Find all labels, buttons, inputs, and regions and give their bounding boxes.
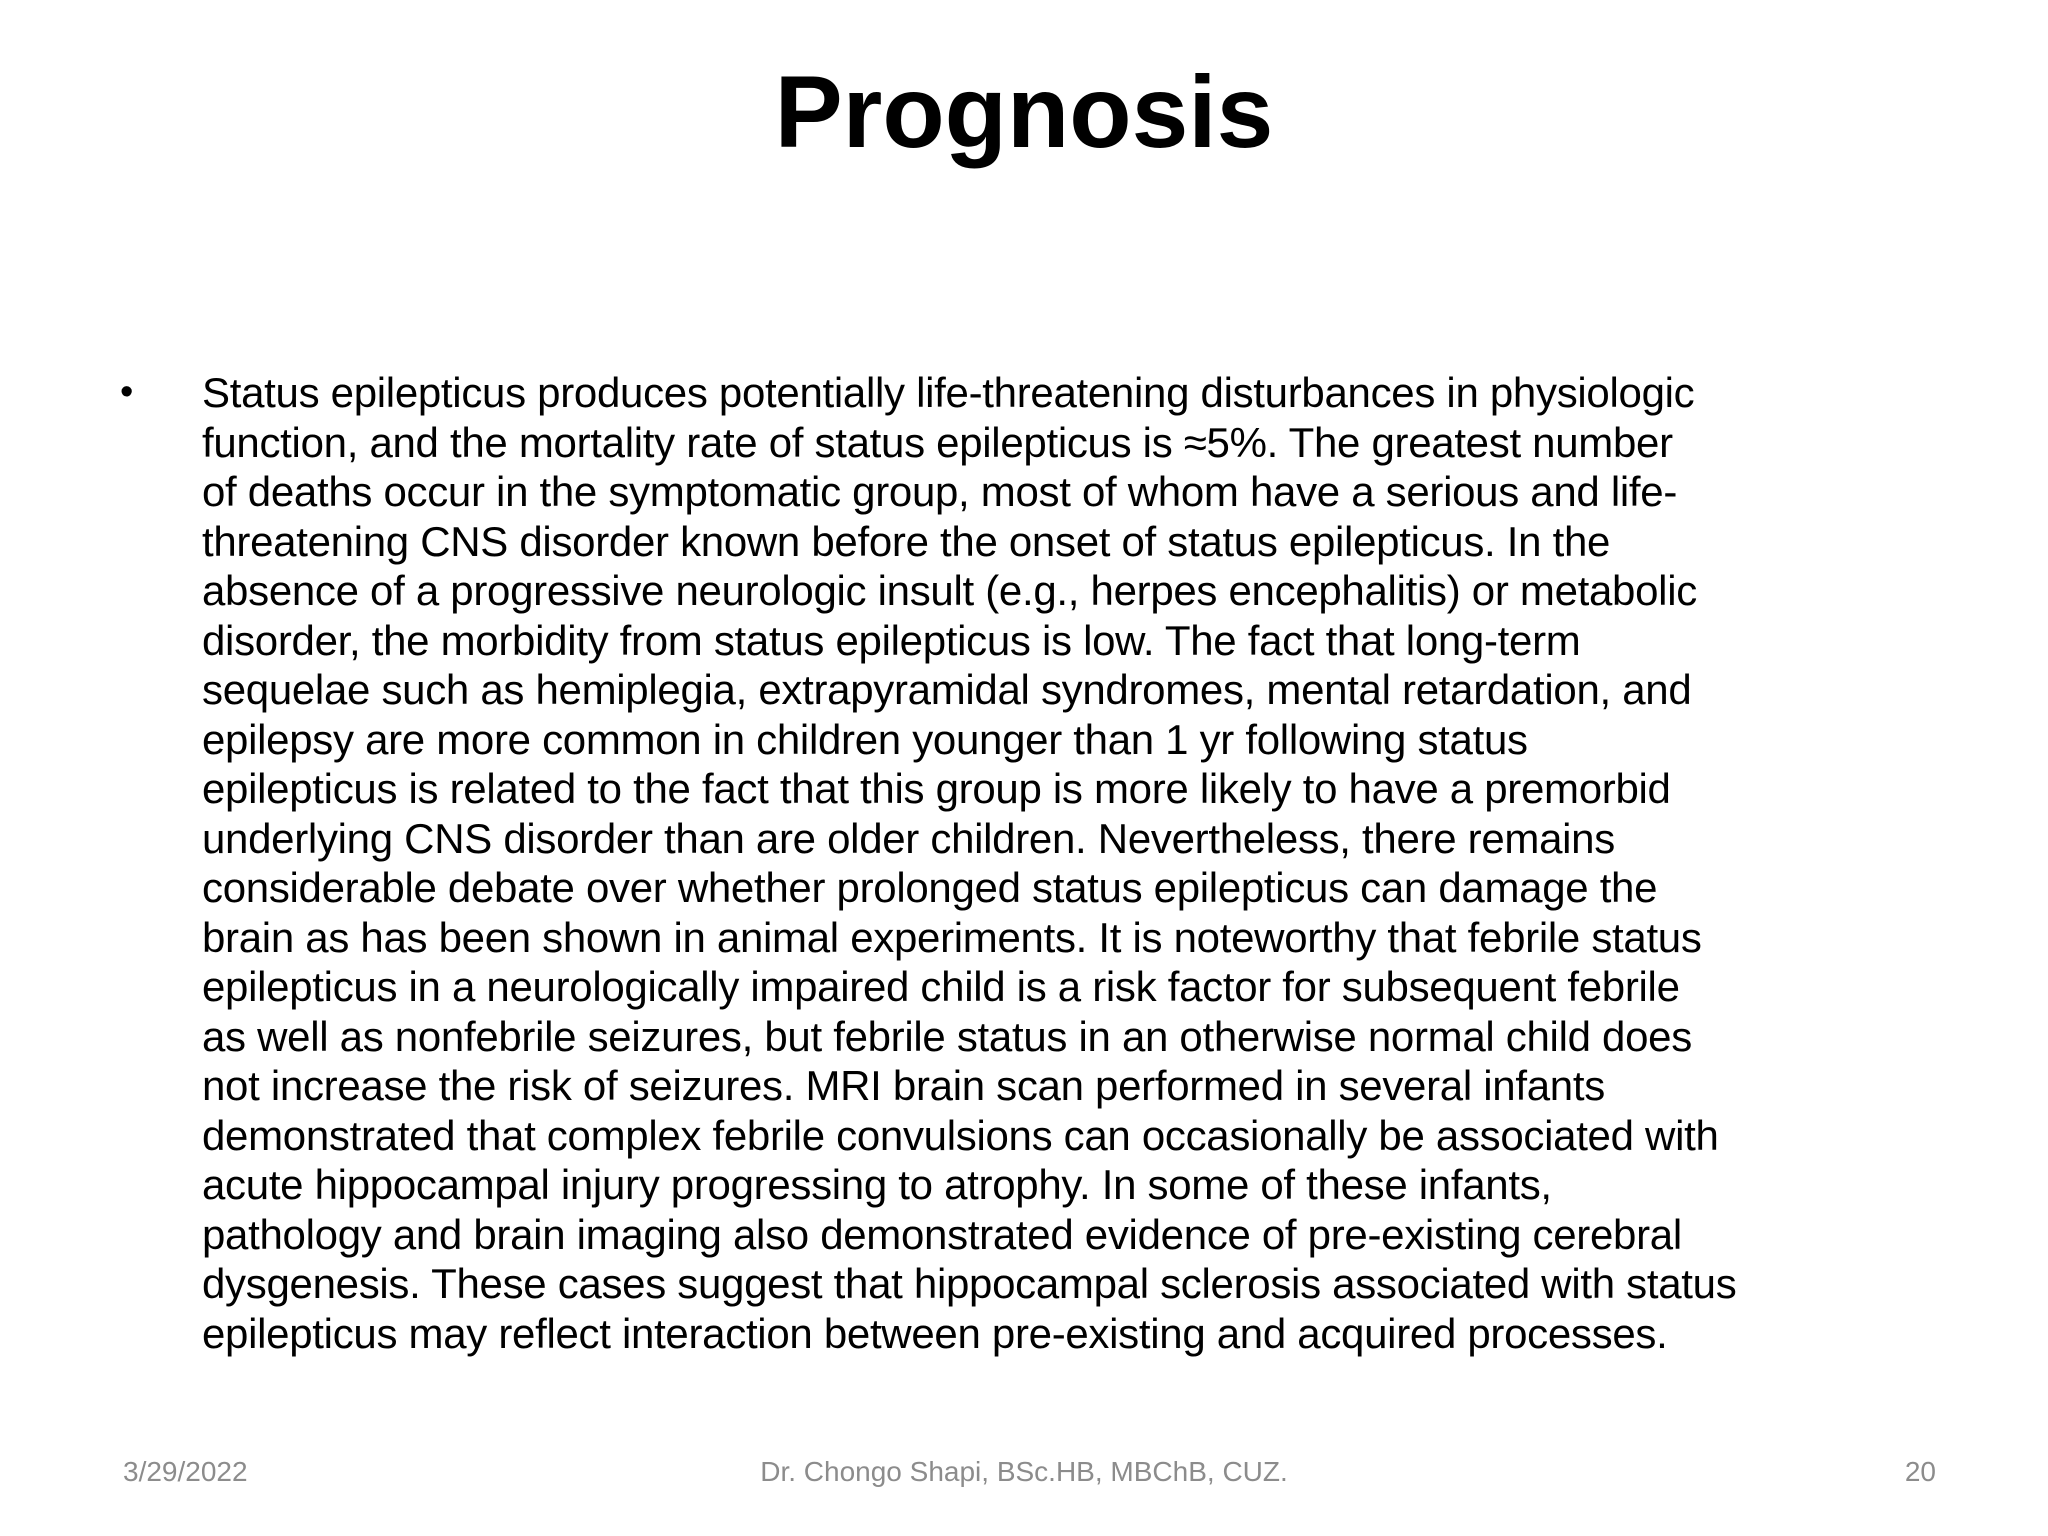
footer-author: Dr. Chongo Shapi, BSc.HB, MBChB, CUZ. xyxy=(760,1456,1288,1487)
text-line: Status epilepticus produces potentially life-threatening disturbances in physiologic xyxy=(202,369,1695,416)
text-line: brain as has been shown in animal experiments. It is noteworthy that febrile status xyxy=(202,913,1702,961)
slide-title: Prognosis xyxy=(774,55,1274,169)
bullet-text xyxy=(202,368,1970,1358)
text-line: dysgenesis. These cases suggest that hippocampal sclerosis associated with status xyxy=(202,1260,1737,1307)
text-line: epilepsy are more common in children younger than 1 yr following status xyxy=(202,715,1528,763)
bullet-icon: • xyxy=(120,371,134,413)
text-line: epilepticus may reflect interaction between pre-existing and acquired processes. xyxy=(202,1309,1668,1357)
text-line: absence of a progressive neurologic insult (e.g., herpes encephalitis) or metabolic xyxy=(202,567,1697,614)
text-line: threatening CNS disorder known before the onset of status epilepticus. In the xyxy=(202,517,1611,565)
bullet-item xyxy=(120,368,1970,1358)
text-line: acute hippocampal injury progressing to atrophy. In some of these infants, xyxy=(202,1161,1552,1208)
text-line: pathology and brain imaging also demonstrated evidence of pre-existing cerebral xyxy=(202,1210,1682,1258)
text-line: demonstrated that complex febrile convulsions can occasionally be associated with xyxy=(202,1111,1719,1159)
text-line: function, and the mortality rate of status epilepticus is ≈5%. The greatest number xyxy=(202,418,1673,466)
text-line: of deaths occur in the symptomatic group, most of whom have a serious and life- xyxy=(202,468,1678,515)
footer-date: 3/29/2022 xyxy=(123,1456,248,1487)
text-line: epilepticus is related to the fact that this group is more likely to have a premorbid xyxy=(202,765,1671,812)
slide-body xyxy=(120,368,1970,1358)
text-line: as well as nonfebrile seizures, but febrile status in an otherwise normal child does xyxy=(202,1012,1692,1060)
text-line: epilepticus in a neurologically impaired child is a risk factor for subsequent febrile xyxy=(202,963,1680,1010)
text-line: considerable debate over whether prolonged status epilepticus can damage the xyxy=(202,864,1658,911)
footer-page-number: 20 xyxy=(1904,1456,1936,1487)
text-line: disorder, the morbidity from status epilepticus is low. The fact that long-term xyxy=(202,616,1581,664)
text-line: underlying CNS disorder than are older children. Nevertheless, there remains xyxy=(202,814,1615,862)
text-line: not increase the risk of seizures. MRI brain scan performed in several infants xyxy=(202,1062,1605,1109)
text-line: sequelae such as hemiplegia, extrapyramidal syndromes, mental retardation, and xyxy=(202,666,1692,713)
